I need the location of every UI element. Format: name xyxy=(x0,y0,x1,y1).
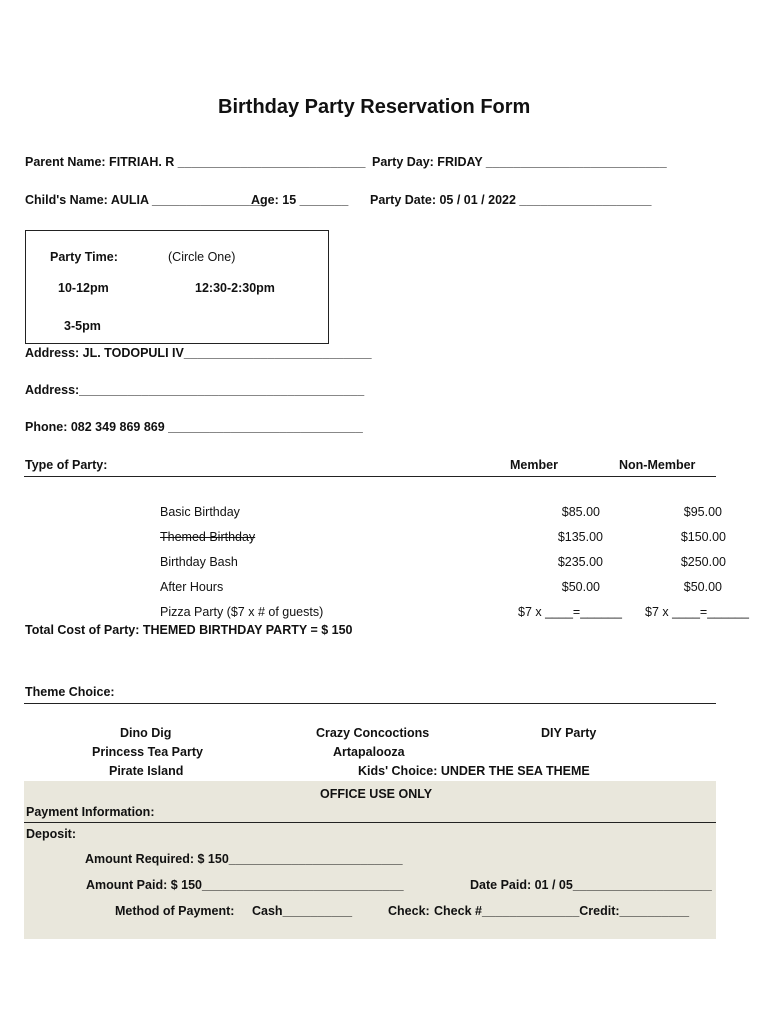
age-field[interactable]: Age: 15 _______ xyxy=(251,193,349,207)
party-date-field[interactable]: Party Date: 05 / 01 / 2022 ___________________ xyxy=(370,193,652,207)
party-type-name: Birthday Bash xyxy=(160,555,238,569)
cash-field[interactable]: Cash__________ xyxy=(252,904,353,918)
parent-name-field[interactable]: Parent Name: FITRIAH. R ___________________________ xyxy=(25,155,366,169)
theme-option[interactable]: Crazy Concoctions xyxy=(316,726,430,740)
type-of-party-label: Type of Party: xyxy=(25,458,108,472)
party-type-name: Basic Birthday xyxy=(160,505,240,519)
party-type-name: Themed Birthday xyxy=(160,530,256,544)
non-member-price: $150.00 xyxy=(680,530,726,544)
amount-paid-field[interactable]: Amount Paid: $ 150_____________________________ xyxy=(86,878,404,892)
member-price: $135.00 xyxy=(557,530,603,544)
party-day-field[interactable]: Party Day: FRIDAY __________________________ xyxy=(372,155,667,169)
divider xyxy=(24,476,716,477)
theme-option[interactable]: Kids' Choice: UNDER THE SEA THEME xyxy=(358,764,590,778)
divider xyxy=(24,822,716,823)
amount-required-field[interactable]: Amount Required: $ 150_________________________ xyxy=(85,852,403,866)
theme-choice-label: Theme Choice: xyxy=(25,685,115,699)
address-field-1[interactable]: Address: JL. TODOPULI IV___________________________ xyxy=(25,346,372,360)
member-price: $50.00 xyxy=(561,580,600,594)
party-time-label: Party Time: xyxy=(50,250,118,264)
phone-field[interactable]: Phone: 082 349 869 869 ____________________________ xyxy=(25,420,363,434)
method-of-payment-label: Method of Payment: xyxy=(115,904,235,918)
member-header: Member xyxy=(510,458,558,472)
child-name-field[interactable]: Child's Name: AULIA ________________ xyxy=(25,193,264,207)
total-cost-field[interactable]: Total Cost of Party: THEMED BIRTHDAY PARTY = $ 150 xyxy=(25,623,353,637)
deposit-label: Deposit: xyxy=(26,827,76,841)
theme-option[interactable]: DIY Party xyxy=(541,726,597,740)
payment-info-label: Payment Information: xyxy=(26,805,155,819)
party-type-name: Pizza Party ($7 x # of guests) xyxy=(160,605,324,619)
theme-option[interactable]: Artapalooza xyxy=(333,745,405,759)
party-time-option[interactable]: 10-12pm xyxy=(58,281,109,295)
theme-option[interactable]: Dino Dig xyxy=(120,726,172,740)
check-number-credit-field[interactable]: Check #______________Credit:__________ xyxy=(434,904,690,918)
party-time-option[interactable]: 3-5pm xyxy=(64,319,101,333)
address-field-2[interactable]: Address:_________________________________________ xyxy=(25,383,365,397)
non-member-price: $50.00 xyxy=(683,580,722,594)
office-use-header: OFFICE USE ONLY xyxy=(320,787,433,801)
pizza-non-member-calc[interactable]: $7 x ____=______ xyxy=(645,605,749,619)
member-price: $85.00 xyxy=(561,505,600,519)
non-member-header: Non-Member xyxy=(619,458,696,472)
party-time-option[interactable]: 12:30-2:30pm xyxy=(195,281,275,295)
date-paid-field[interactable]: Date Paid: 01 / 05____________________ xyxy=(470,878,712,892)
check-label: Check: xyxy=(388,904,430,918)
circle-one-note: (Circle One) xyxy=(168,250,236,264)
member-price: $235.00 xyxy=(557,555,603,569)
non-member-price: $250.00 xyxy=(680,555,726,569)
party-type-name: After Hours xyxy=(160,580,224,594)
pizza-member-calc[interactable]: $7 x ____=______ xyxy=(518,605,622,619)
theme-option[interactable]: Princess Tea Party xyxy=(92,745,203,759)
divider xyxy=(24,703,716,704)
non-member-price: $95.00 xyxy=(683,505,722,519)
page-title: Birthday Party Reservation Form xyxy=(218,96,531,118)
theme-option[interactable]: Pirate Island xyxy=(109,764,184,778)
